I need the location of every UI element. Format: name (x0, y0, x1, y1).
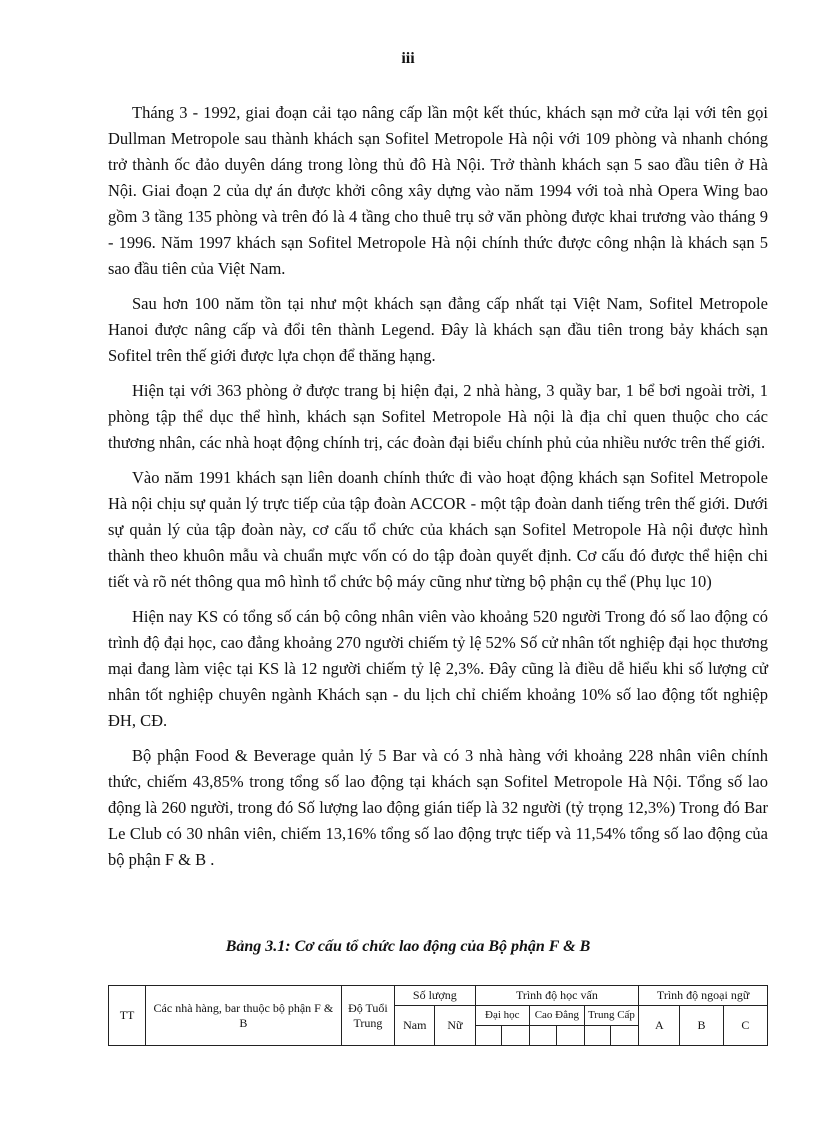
paragraph: Hiện tại với 363 phòng ở được trang bị hiện đại, 2 nhà hàng, 3 quầy bar, 1 bể bơi ngoài trời, 1 phòng tập thể dục thể hình, khách sạn Sofitel Metropole Hà nội là địa chỉ quen thuộc cho các thương nhân, các nhà hoạt động chính trị, các đoàn đại biểu chính phủ của nhiều nước trên thế giới. (108, 381, 768, 452)
page-number: iii (401, 50, 415, 67)
paragraph: Tháng 3 - 1992, giai đoạn cải tạo nâng cấp lần một kết thúc, khách sạn mở cửa lại với tên gọi Dullman Metropole sau thành khách sạn Sofitel Metropole Hà nội với 109 phòng và nhanh chóng trở thành ốc đảo duyên dáng trong lòng thủ đô Hà Nội. Trở thành khách sạn 5 sao đầu tiên ở Hà Nội. Giai đoạn 2 của dự án được khởi công xây dựng vào năm 1994 với toà nhà Opera Wing bao gồm 3 tầng 135 phòng và trên đó là 4 tầng cho thuê trụ sở văn phòng được khai trương vào tháng 9 - 1996. Năm 1997 khách sạn Sofitel Metropole Hà nội chính thức được công nhận là khách sạn 5 sao đầu tiên của Việt Nam. (108, 103, 768, 278)
header-c: C (723, 1006, 767, 1046)
header-tt: TT (109, 986, 146, 1046)
header-a: A (639, 1006, 680, 1046)
header-language: Trình độ ngoại ngữ (639, 986, 768, 1006)
table-cell (475, 1026, 502, 1046)
table-cell (611, 1026, 639, 1046)
table-header-row (109, 986, 768, 1006)
header-education: Trình độ học vấn (475, 986, 639, 1006)
header-b: B (680, 1006, 723, 1046)
paragraph: Sau hơn 100 năm tồn tại như một khách sạn đẳng cấp nhất tại Việt Nam, Sofitel Metropole Hanoi được nâng cấp và đổi tên thành Legend. Đây là khách sạn đầu tiên trong bảy khách sạn Sofitel trên thế giới được lựa chọn để thăng hạng. (108, 294, 768, 365)
table-cell (530, 1026, 557, 1046)
table-cell (556, 1026, 584, 1046)
header-university: Đại học (475, 1006, 530, 1026)
table-caption: Bảng 3.1: Cơ cấu tổ chức lao động của Bộ phận F & B (225, 938, 591, 955)
header-vocational: Trung Cấp (584, 1006, 639, 1026)
table-container (108, 985, 768, 1047)
header-age: Độ Tuổi Trung (341, 986, 395, 1046)
header-units: Các nhà hàng, bar thuộc bộ phận F & B (146, 986, 342, 1046)
paragraph: Vào năm 1991 khách sạn liên doanh chính thức đi vào hoạt động khách sạn Sofitel Metropole Hà nội chịu sự quản lý trực tiếp của tập đoàn ACCOR - một tập đoàn danh tiếng trên thế giới. Dưới sự quản lý của tập đoàn này, cơ cấu tổ chức của khách sạn Sofitel Metropole Hà nội được hình thành theo khuôn mẫu và chuẩn mực vốn có do tập đoàn quyết định. Cơ cấu đó được thể hiện chi tiết và rõ nét thông qua mô hình tổ chức bộ máy cũng như từng bộ phận cụ thể (Phụ lục 10) (108, 468, 768, 591)
paragraph: Bộ phận Food & Beverage quản lý 5 Bar và có 3 nhà hàng với khoảng 228 nhân viên chính thức, chiếm 43,85% trong tổng số lao động tại khách sạn Sofitel Metropole Hà Nội. Tổng số lao động là 260 người, trong đó Số lượng lao động gián tiếp là 32 người (tỷ trọng 12,3%) Trong đó Bar Le Club có 30 nhân viên, chiếm 13,16% tổng số lao động trực tiếp và 11,54% tổng số lao động của bộ phận F & B . (108, 746, 768, 869)
paragraph: Hiện nay KS có tổng số cán bộ công nhân viên vào khoảng 520 người Trong đó số lao động có trình độ đại học, cao đẳng khoảng 270 người chiếm tỷ lệ 52% Số cử nhân tốt nghiệp đại học thương mại đang làm việc tại KS là 12 người chiếm tỷ lệ 2,3%. Đây cũng là điều dễ hiểu khi số lượng cử nhân tốt nghiệp chuyên ngành Khách sạn - du lịch chỉ chiếm khoảng 10% số lao động tốt nghiệp ĐH, CĐ. (108, 607, 768, 730)
header-college: Cao Đẳng (530, 1006, 585, 1026)
body-text (108, 100, 768, 882)
table-cell (584, 1026, 611, 1046)
table-cell (502, 1026, 530, 1046)
labor-structure-table (108, 985, 768, 1046)
header-quantity: Số lượng (395, 986, 475, 1006)
header-male: Nam (395, 1006, 435, 1046)
header-female: Nữ (435, 1006, 475, 1046)
